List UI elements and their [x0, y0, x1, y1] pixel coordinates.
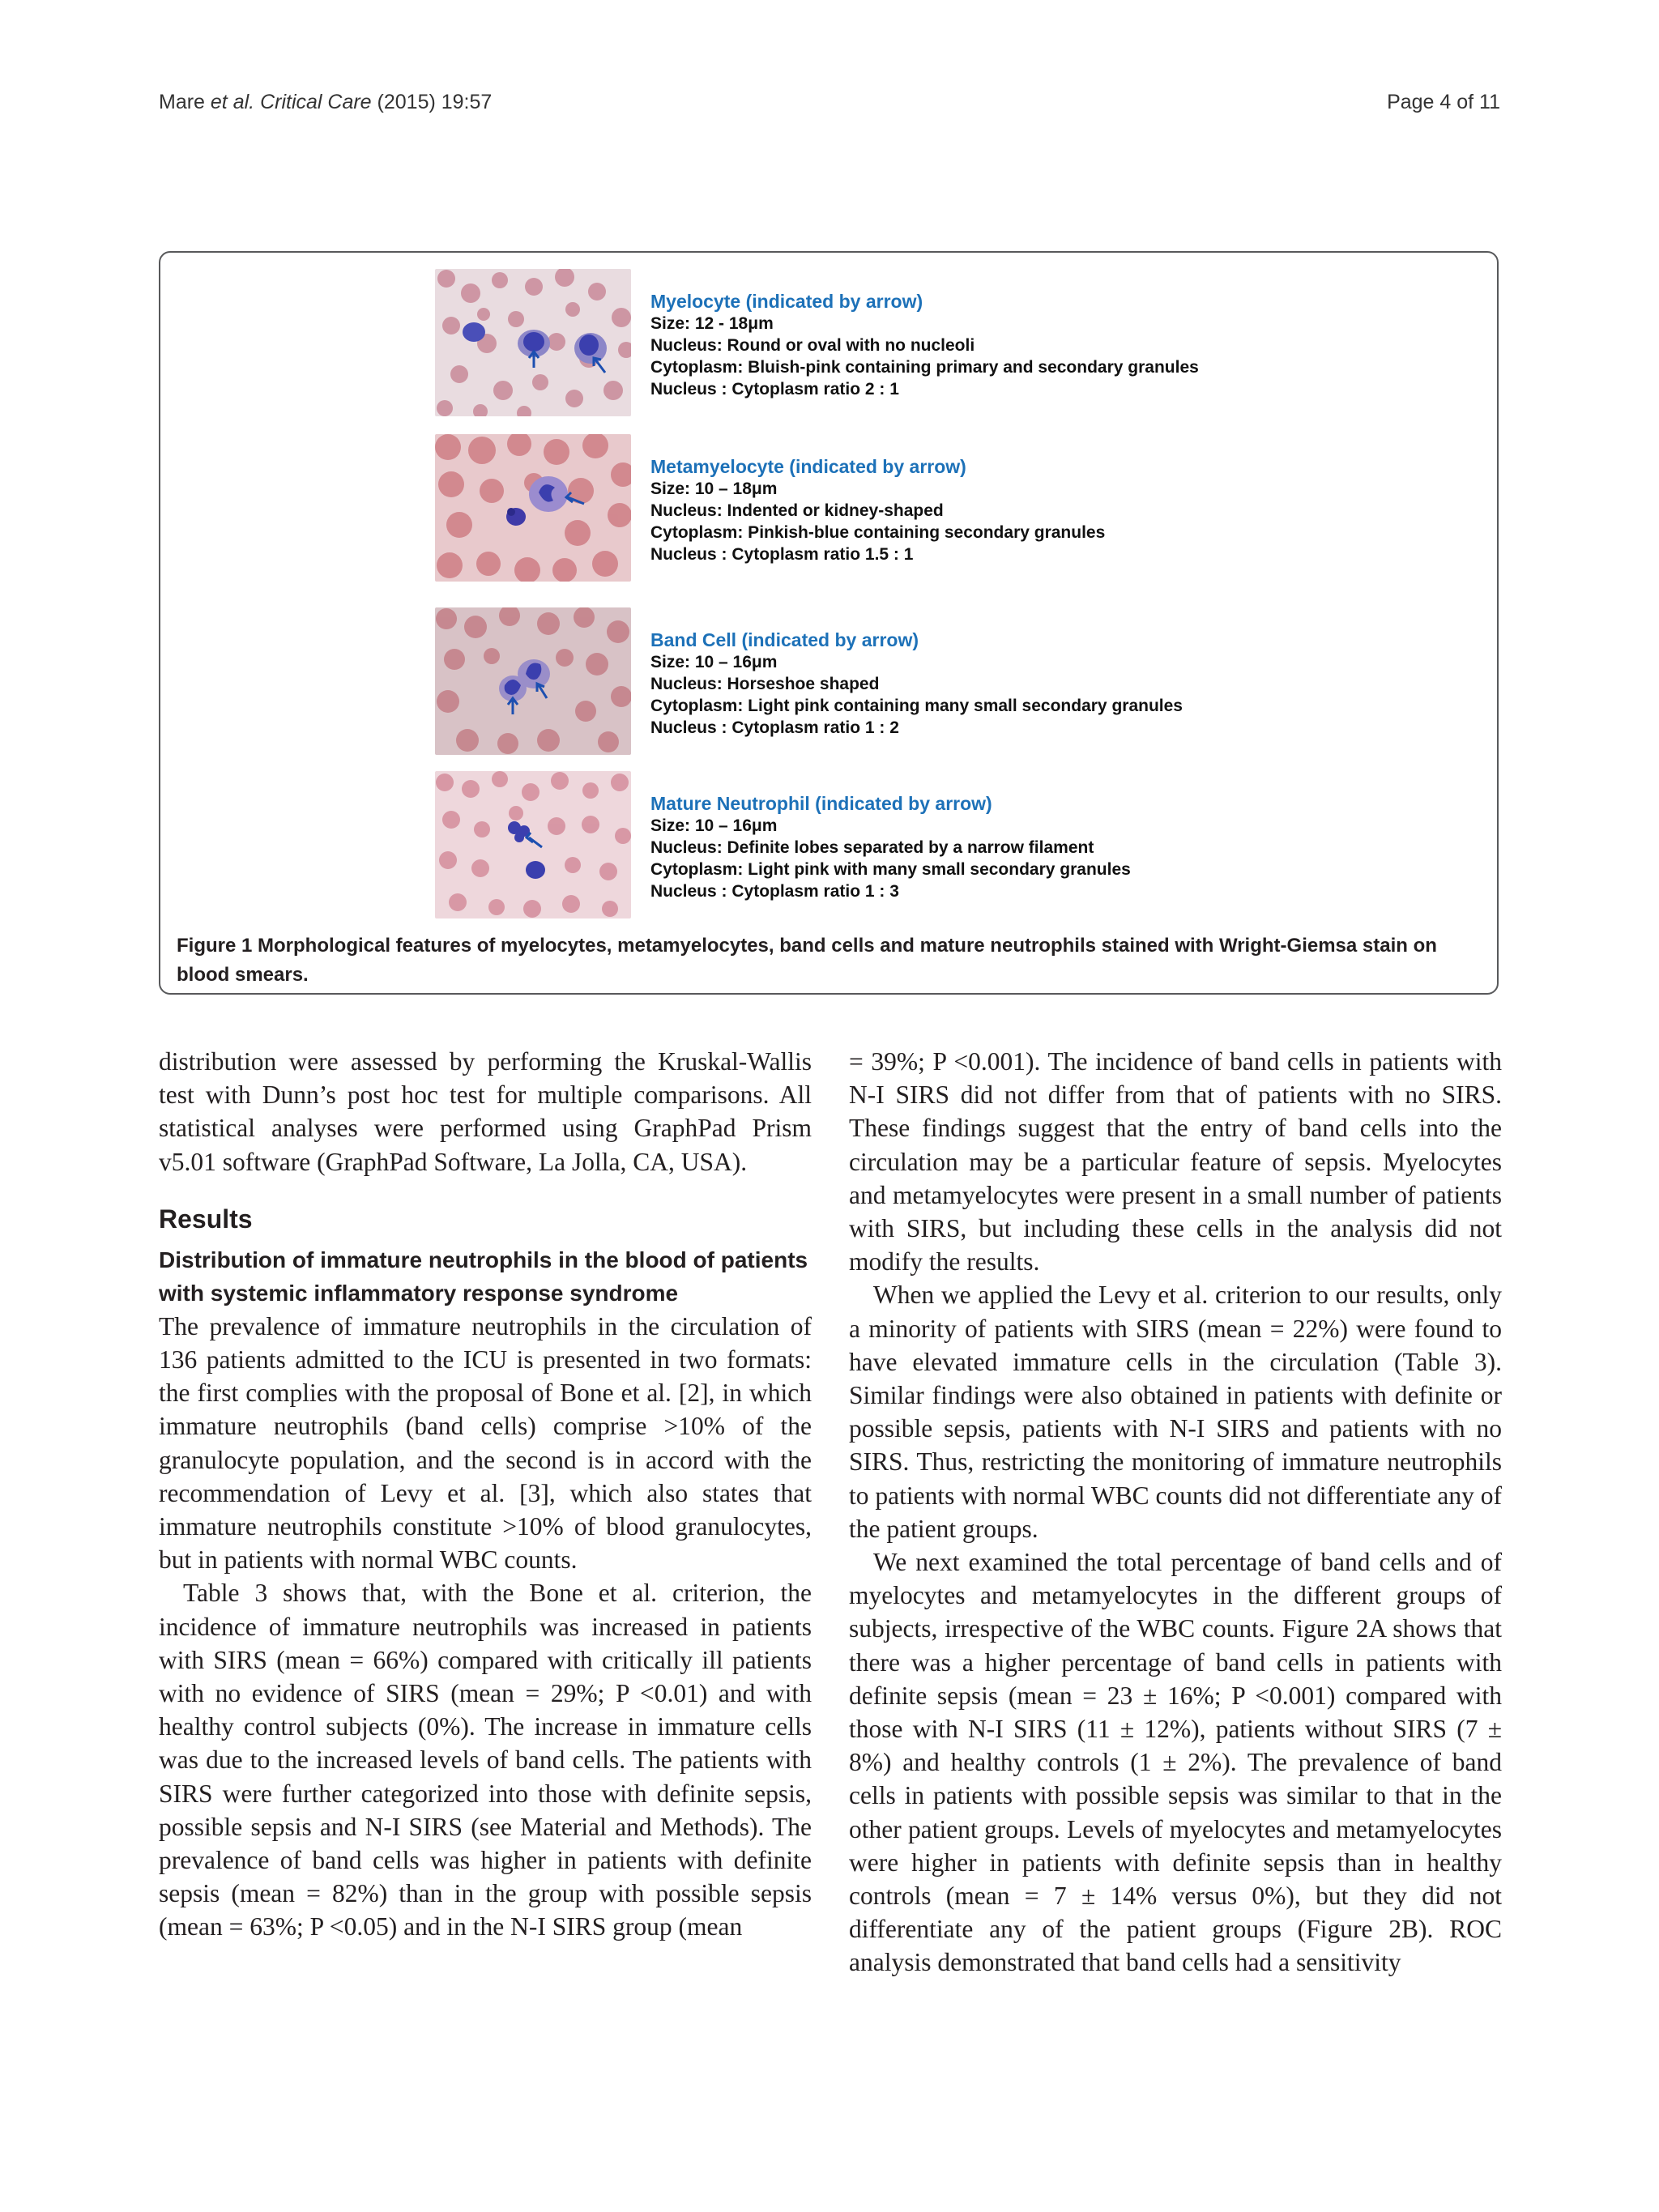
band-cell-ratio: Nucleus : Cytoplasm ratio 1 : 2	[650, 718, 899, 737]
page-number: Page 4 of 11	[1387, 91, 1500, 113]
metamyelocyte-micrograph	[435, 434, 631, 582]
mature-neutrophil-nucleus: Nucleus: Definite lobes separated by a narrow filament	[650, 838, 1094, 857]
metamyelocyte-cytoplasm: Cytoplasm: Pinkish-blue containing secondary granules	[650, 523, 1106, 542]
right-column	[849, 1045, 1502, 1980]
paragraph-prevalence: The prevalence of immature neutrophils in the circulation of 136 patients admitted to the ICU is presented in two formats: the first complies with the proposal of Bone et al. [2], in which immature neutrophils (band cells) comprise >10% of the granulocyte population, and the second is in accord with the recommendation of Levy et al. [3], which also states that immature neutrophils constitute >10% of blood granulocytes, but in patients with normal WBC counts.	[159, 1311, 812, 1575]
myelocyte-description	[650, 290, 1380, 400]
band-cell-micrograph	[435, 607, 631, 755]
figure-panel-metamyelocyte	[435, 434, 1407, 582]
mature-neutrophil-cytoplasm: Cytoplasm: Light pink with many small secondary granules	[650, 860, 1131, 879]
band-cell-title: Band Cell (indicated by arrow)	[650, 629, 919, 650]
band-cell-description	[650, 629, 1380, 739]
mature-neutrophil-ratio: Nucleus : Cytoplasm ratio 1 : 3	[650, 882, 899, 901]
paragraph-levy-criterion: When we applied the Levy et al. criterion to our results, only a minority of patients with SIRS (mean = 22%) were found to have elevated immature cells in the circulation (Table 3). Similar findings were also obtained in patients with definite or possible sepsis, patients with N-I SIRS and patients with no SIRS. Thus, restricting the monitoring of immature neutrophils to patients with normal WBC counts did not differentiate any of the patient groups.	[849, 1281, 1502, 1543]
paragraph-band-incidence: = 39%; P <0.001). The incidence of band cells in patients with N-I SIRS did not differ from that of patients with no SIRS. These findings suggest that the entry of band cells into the circulation may be a particular feature of sepsis. Myelocytes and metamyelocytes were present in a small number of patients with SIRS, but including these cells in the analysis did not modify the results.	[849, 1047, 1502, 1276]
mature-neutrophil-title: Mature Neutrophil (indicated by arrow)	[650, 793, 992, 814]
left-column	[159, 1045, 812, 1944]
metamyelocyte-size: Size: 10 – 18μm	[650, 479, 778, 498]
figure-panel-myelocyte	[435, 269, 1407, 416]
running-header	[159, 91, 1500, 123]
mature-neutrophil-micrograph	[435, 771, 631, 918]
header-citation: Mare et al. Critical Care (2015) 19:57	[159, 91, 493, 113]
metamyelocyte-nucleus: Nucleus: Indented or kidney-shaped	[650, 501, 944, 520]
myelocyte-size: Size: 12 - 18μm	[650, 314, 774, 333]
figure-caption: Figure 1 Morphological features of myelocytes, metamyelocytes, band cells and mature neutrophils stained with Wright-Giemsa stain on blood smears.	[177, 935, 1437, 986]
band-cell-size: Size: 10 – 16μm	[650, 653, 778, 671]
myelocyte-nucleus: Nucleus: Round or oval with no nucleoli	[650, 336, 975, 355]
band-cell-cytoplasm: Cytoplasm: Light pink containing many small secondary granules	[650, 697, 1183, 715]
myelocyte-title: Myelocyte (indicated by arrow)	[650, 291, 923, 312]
mature-neutrophil-size: Size: 10 – 16μm	[650, 816, 778, 835]
paragraph-statistics: distribution were assessed by performing the Kruskal-Wallis test with Dunn’s post hoc test for multiple comparisons. All statistical analyses were performed using GraphPad Prism v5.01 software (GraphPad Software, La Jolla, CA, USA).	[159, 1047, 812, 1176]
paragraph-table3: Table 3 shows that, with the Bone et al. criterion, the incidence of immature neutrophils was increased in patients with SIRS (mean = 66%) compared with critically ill patients with no evidence of SIRS (mean = 29%; P <0.01) and with healthy control subjects (0%). The increase in immature cells was due to the increased levels of band cells. The patients with SIRS were further categorized into those with definite sepsis, possible sepsis and N-I SIRS (see Material and Methods). The prevalence of band cells was higher in patients with definite sepsis (mean = 82%) than in the group with possible sepsis (mean = 63%; P <0.05) and in the N-I SIRS group (mean	[159, 1579, 812, 1941]
metamyelocyte-ratio: Nucleus : Cytoplasm ratio 1.5 : 1	[650, 545, 914, 564]
mature-neutrophil-description	[650, 792, 1380, 902]
band-cell-nucleus: Nucleus: Horseshoe shaped	[650, 675, 880, 693]
myelocyte-micrograph	[435, 269, 631, 416]
metamyelocyte-description	[650, 455, 1380, 565]
figure-panel-mature-neutrophil	[435, 771, 1407, 918]
myelocyte-cytoplasm: Cytoplasm: Bluish-pink containing primary and secondary granules	[650, 358, 1199, 377]
figure-panel-band-cell	[435, 607, 1407, 755]
myelocyte-ratio: Nucleus : Cytoplasm ratio 2 : 1	[650, 380, 899, 399]
metamyelocyte-title: Metamyelocyte (indicated by arrow)	[650, 456, 966, 477]
paragraph-band-percentage: We next examined the total percentage of band cells and of myelocytes and metamyelocytes in the different groups of subjects, irrespective of the WBC counts. Figure 2A shows that there was a higher percentage of band cells in patients with definite sepsis (mean = 23 ± 16%; P <0.001) compared with those with N-I SIRS (11 ± 12%), patients without SIRS (7 ± 8%) and healthy controls (1 ± 2%). The prevalence of band cells in patients with possible sepsis was similar to that in the other patient groups. Levels of myelocytes and metamyelocytes were higher in patients with definite sepsis than in healthy controls (mean = 7 ± 14% versus 0%), but they did not differentiate any of the patient groups (Figure 2B). ROC analysis demonstrated that band cells had a sensitivity	[849, 1548, 1502, 1977]
figure-1	[159, 251, 1499, 995]
subsection-heading: Distribution of immature neutrophils in the blood of patients with systemic inflammatory response syndrome	[159, 1247, 808, 1306]
results-heading: Results	[159, 1204, 253, 1234]
